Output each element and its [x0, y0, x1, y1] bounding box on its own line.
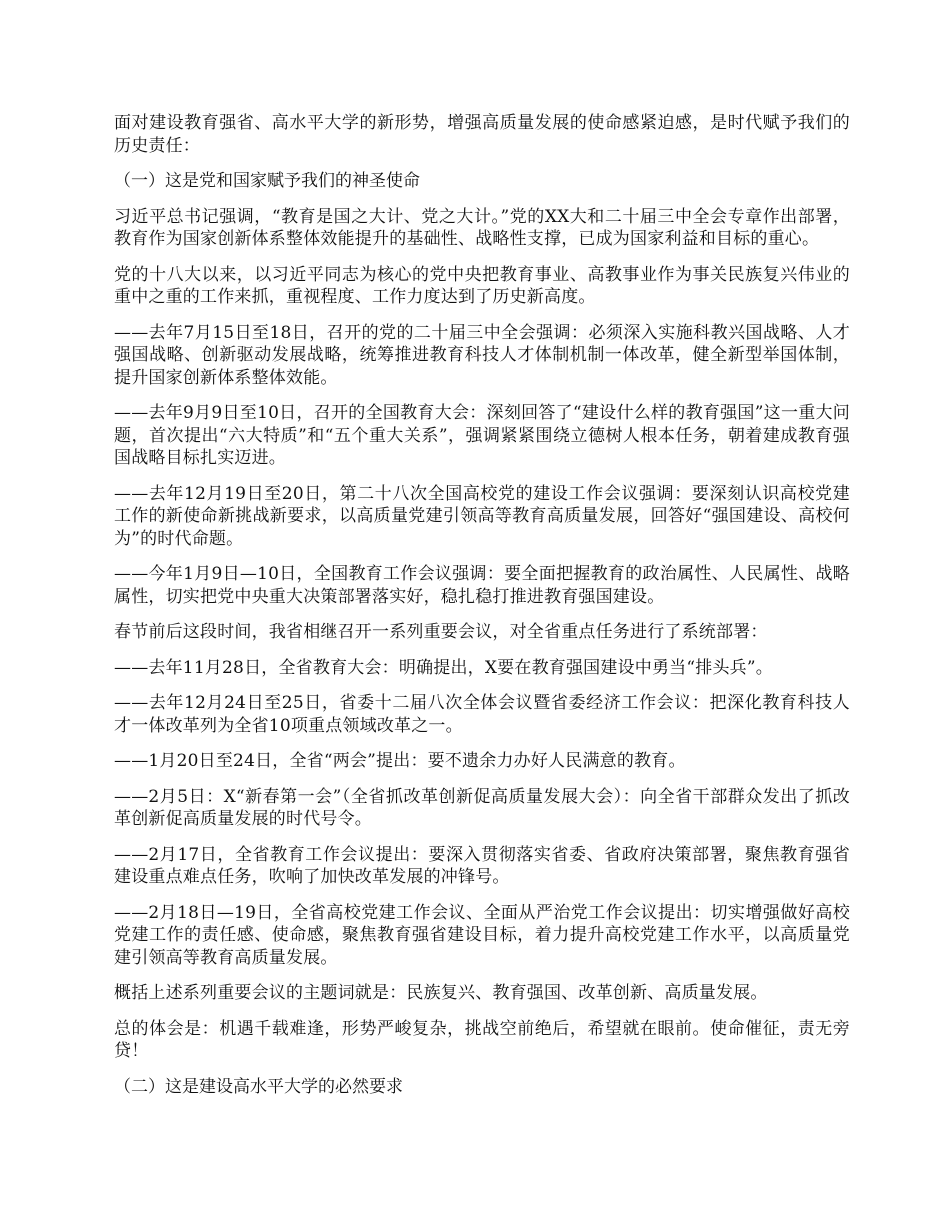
paragraph: ——去年12月24日至25日，省委十二届八次全体会议暨省委经济工作会议：把深化教育科技人才一体改革列为全省10项重点领域改革之一。: [114, 693, 850, 736]
paragraph: 总的体会是：机遇千载难逢，形势严峻复杂，挑战空前绝后，希望就在眼前。使命催征，责无旁贷！: [114, 1018, 850, 1061]
paragraph-intro: 面对建设教育强省、高水平大学的新形势，增强高质量发展的使命感紧迫感，是时代赋予我们的历史责任：: [114, 113, 850, 156]
paragraph: ——去年7月15日至18日，召开的党的二十届三中全会强调：必须深入实施科教兴国战略、人才强国战略、创新驱动发展战略，统筹推进教育科技人才体制机制一体改革，健全新型举国体制，提升国家创新体系整体效能。: [114, 322, 850, 388]
paragraph: ——2月18日—19日，全省高校党建工作会议、全面从严治党工作会议提出：切实增强做好高校党建工作的责任感、使命感，聚焦教育强省建设目标，着力提升高校党建工作水平，以高质量党建引领高等教育高质量发展。: [114, 902, 850, 968]
paragraph: ——去年12月19日至20日，第二十八次全国高校党的建设工作会议强调：要深刻认识高校党建工作的新使命新挑战新要求，以高质量党建引领高等教育高质量发展，回答好“强国建设、高校何为”的时代命题。: [114, 483, 850, 549]
paragraph: ——2月5日：X“新春第一会”（全省抓改革创新促高质量发展大会）：向全省干部群众发出了抓改革创新促高质量发展的时代号令。: [114, 786, 850, 829]
paragraph: 春节前后这段时间，我省相继召开一系列重要会议，对全省重点任务进行了系统部署：: [114, 622, 768, 642]
section-heading-1: （一）这是党和国家赋予我们的神圣使命: [114, 171, 420, 191]
paragraph: 习近平总书记强调，“教育是国之大计、党之大计。”党的XX大和二十届三中全会专章作出部署，教育作为国家创新体系整体效能提升的基础性、战略性支撑，已成为国家利益和目标的重心。: [114, 206, 850, 249]
paragraph: ——1月20日至24日，全省“两会”提出：要不遗余力办好人民满意的教育。: [114, 751, 686, 771]
paragraph: 概括上述系列重要会议的主题词就是：民族复兴、教育强国、改革创新、高质量发展。: [114, 983, 768, 1003]
paragraph: ——2月17日，全省教育工作会议提出：要深入贯彻落实省委、省政府决策部署，聚焦教育强省建设重点难点任务，吹响了加快改革发展的冲锋号。: [114, 844, 850, 887]
paragraph: 党的十八大以来，以习近平同志为核心的党中央把教育事业、高教事业作为事关民族复兴伟业的重中之重的工作来抓，重视程度、工作力度达到了历史新高度。: [114, 264, 850, 307]
document-body: [114, 112, 850, 1111]
section-heading-2: （二）这是建设高水平大学的必然要求: [114, 1076, 403, 1097]
paragraph: ——去年11月28日，全省教育大会：明确提出，X要在教育强国建设中勇当“排头兵”。: [114, 657, 773, 678]
paragraph: ——今年1月9日—10日，全国教育工作会议强调：要全面把握教育的政治属性、人民属性、战略属性，切实把党中央重大决策部署落实好，稳扎稳打推进教育强国建设。: [114, 564, 850, 607]
paragraph: ——去年9月9日至10日，召开的全国教育大会：深刻回答了“建设什么样的教育强国”这一重大问题，首次提出“六大特质”和“五个重大关系”，强调紧紧围绕立德树人根本任务，朝着建成教育强国战略目标扎实迈进。: [114, 403, 850, 468]
